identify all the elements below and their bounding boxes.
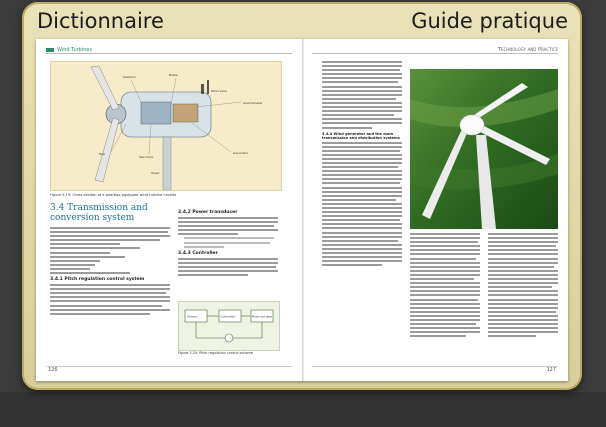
svg-text:Generator: Generator [233, 151, 249, 155]
right-running-head: Technology and Practice [497, 47, 558, 53]
controller-label: Controller [220, 314, 236, 319]
subsection-heading: 3.4.1 Pitch regulation control system [50, 277, 145, 283]
practical-guide-tab[interactable]: Guide pratique [411, 9, 568, 33]
turbine-photo-image [410, 69, 558, 229]
svg-text:Wind vane: Wind vane [211, 89, 227, 93]
book-spread[interactable] [36, 39, 568, 381]
circuit-caption: Figure 3.20: Pitch regulation control scheme [178, 351, 253, 355]
left-bottom-rule [46, 366, 292, 367]
right-top-rule [312, 53, 558, 54]
svg-text:Brake: Brake [169, 73, 178, 77]
subsection-heading: 3.4.2 Power transducer [178, 210, 238, 215]
motor-label: Motor and gear [252, 315, 272, 319]
left-top-rule [46, 53, 292, 54]
svg-text:Tower: Tower [151, 171, 160, 175]
section-title: 3.4 Transmission and conversion system [50, 203, 148, 223]
svg-text:Anemometer: Anemometer [243, 101, 263, 105]
left-text-column-1 [50, 227, 170, 317]
nacelle-illustration [51, 62, 281, 190]
subsection-heading: 3.4.4 Wind generator and the main transmission and distribution systems [322, 131, 400, 140]
svg-text:Hub: Hub [99, 152, 106, 156]
book-viewer-frame [22, 2, 582, 390]
pitch-control-diagram [178, 301, 280, 351]
left-page-number: 126 [48, 367, 58, 373]
left-text-column-2 [178, 207, 278, 278]
right-text-column-2 [410, 233, 480, 339]
svg-text:Gearbox: Gearbox [123, 75, 136, 79]
sensor-label: Sensor [187, 314, 198, 319]
right-text-column-1 [322, 61, 402, 268]
circuit-diagram [179, 302, 279, 350]
bottom-toolbar-strip [0, 392, 606, 427]
book-gutter [302, 39, 304, 381]
wind-turbine-photo [410, 69, 558, 229]
turbine-nacelle-figure [50, 61, 282, 191]
figure-caption: Figure 3.19: Cross-section of a gearbox-equipped wind turbine nacelle [50, 193, 177, 197]
right-page-number: 127 [546, 367, 556, 373]
left-running-head: Wind Turbines [46, 47, 92, 53]
right-bottom-rule [312, 366, 558, 367]
right-text-column-3 [488, 233, 558, 339]
dictionary-tab[interactable]: Dictionnaire [37, 9, 164, 33]
subsection-heading: 3.4.3 Controller [178, 250, 218, 256]
svg-text:Yaw drive: Yaw drive [139, 155, 154, 159]
